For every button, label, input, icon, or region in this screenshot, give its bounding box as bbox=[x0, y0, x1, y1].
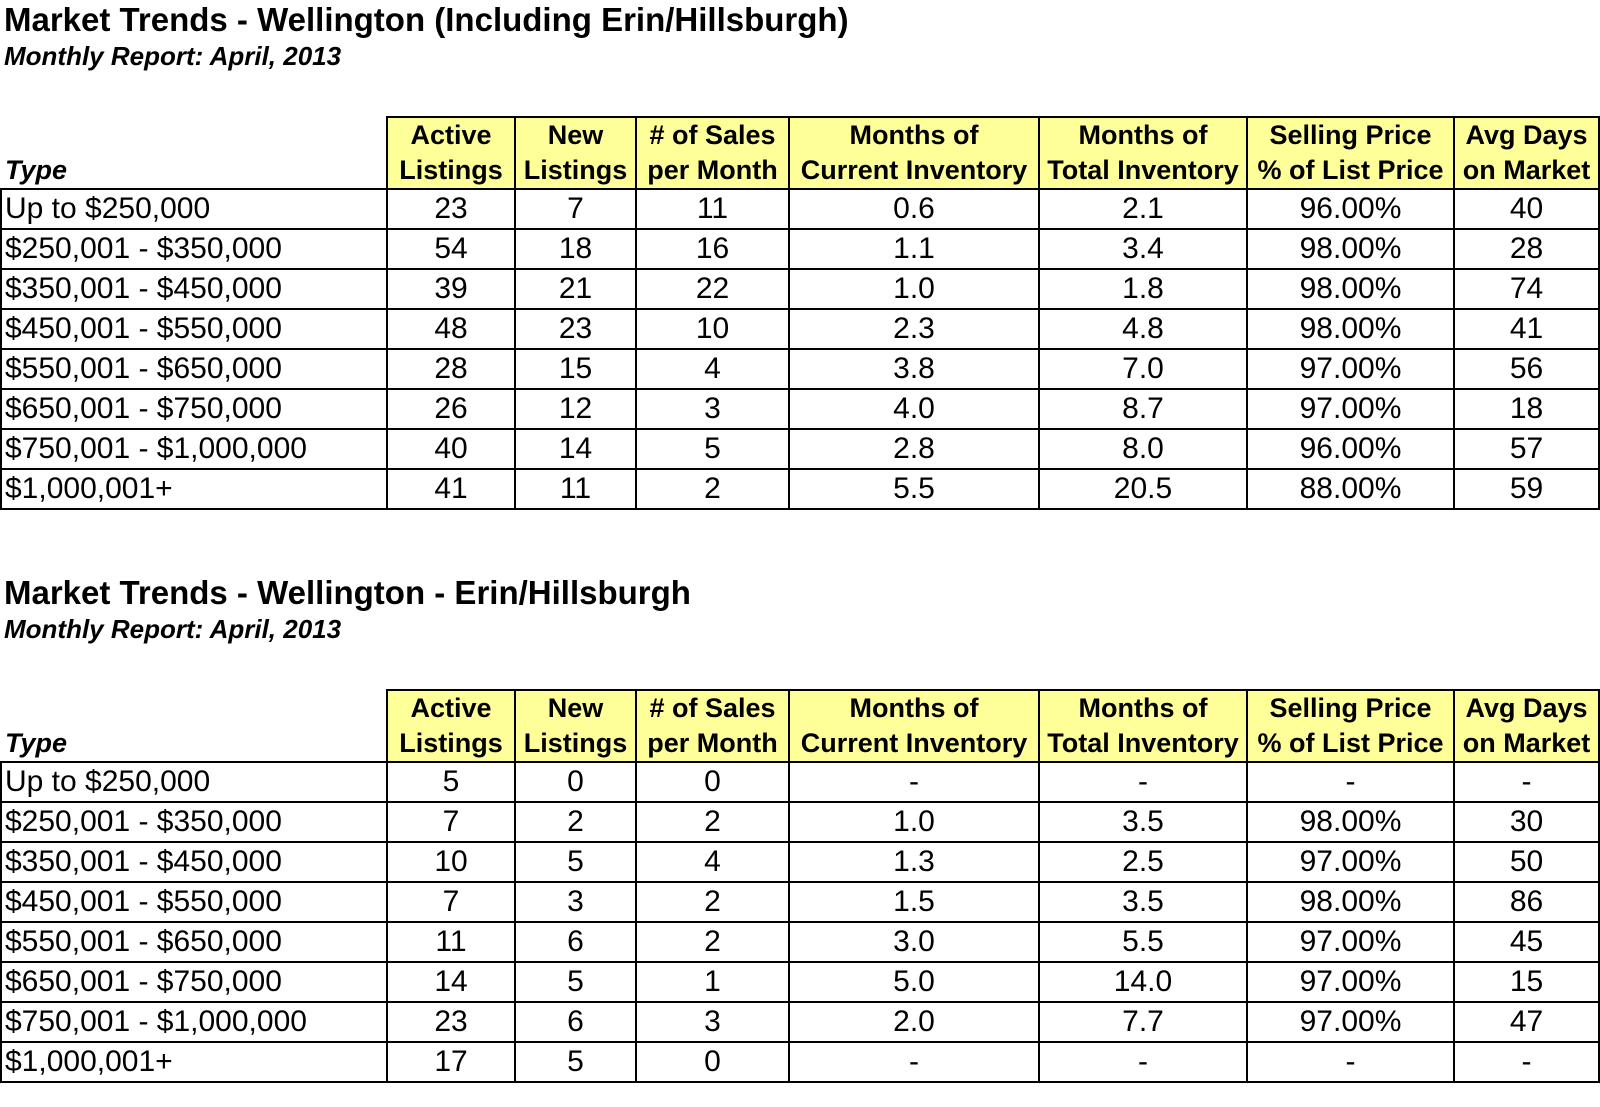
column-header bbox=[636, 117, 789, 189]
table-cell: 1.8 bbox=[1039, 269, 1247, 309]
column-header bbox=[1039, 117, 1247, 189]
table-cell: 97.00% bbox=[1247, 1002, 1454, 1042]
table-cell: 1.5 bbox=[789, 882, 1039, 922]
column-header-line: on Market bbox=[1462, 155, 1591, 185]
table-cell: 39 bbox=[387, 269, 515, 309]
report-subtitle: Monthly Report: April, 2013 bbox=[4, 41, 342, 71]
table-cell: 2.5 bbox=[1039, 842, 1247, 882]
table-cell: 86 bbox=[1454, 882, 1599, 922]
table-cell: 1.3 bbox=[789, 842, 1039, 882]
table-cell: 28 bbox=[387, 349, 515, 389]
column-header-line: Avg Days bbox=[1465, 120, 1588, 150]
table-cell: 56 bbox=[1454, 349, 1599, 389]
table-cell: - bbox=[1039, 1042, 1247, 1082]
table-cell: 5 bbox=[636, 429, 789, 469]
table-cell: 5 bbox=[515, 842, 636, 882]
column-header bbox=[387, 690, 515, 762]
table-cell: 15 bbox=[515, 349, 636, 389]
table-cell: 2.1 bbox=[1039, 189, 1247, 229]
table-cell: - bbox=[1454, 762, 1599, 802]
table-cell: 4 bbox=[636, 842, 789, 882]
table-cell: - bbox=[1039, 762, 1247, 802]
table-cell: 3 bbox=[636, 389, 789, 429]
report-wellington-all bbox=[0, 0, 1600, 505]
table-row bbox=[1, 1042, 1599, 1082]
table-cell: 21 bbox=[515, 269, 636, 309]
table-cell: 2.3 bbox=[789, 309, 1039, 349]
table-cell: 1.1 bbox=[789, 229, 1039, 269]
table-cell: 97.00% bbox=[1247, 389, 1454, 429]
table-cell: 2 bbox=[515, 802, 636, 842]
column-header-line: # of Sales bbox=[649, 120, 776, 150]
table-row bbox=[1, 309, 1599, 349]
table-row bbox=[1, 842, 1599, 882]
column-header-type: Type bbox=[1, 117, 387, 189]
table-cell: 96.00% bbox=[1247, 189, 1454, 229]
table-cell: 40 bbox=[1454, 189, 1599, 229]
table-cell: 97.00% bbox=[1247, 842, 1454, 882]
column-header bbox=[789, 117, 1039, 189]
table-row bbox=[1, 469, 1599, 509]
table-cell: 11 bbox=[515, 469, 636, 509]
table-cell: - bbox=[1247, 1042, 1454, 1082]
table-row bbox=[1, 389, 1599, 429]
table-cell: 5 bbox=[515, 1042, 636, 1082]
column-header-line: Active bbox=[410, 693, 492, 723]
column-header-line: New bbox=[547, 693, 604, 723]
table-cell: 14.0 bbox=[1039, 962, 1247, 1002]
table-cell: 20.5 bbox=[1039, 469, 1247, 509]
table-cell: 1.0 bbox=[789, 802, 1039, 842]
column-header-line: # of Sales bbox=[649, 693, 776, 723]
table-cell: 97.00% bbox=[1247, 922, 1454, 962]
table-cell: - bbox=[1454, 1042, 1599, 1082]
price-range-cell: $350,001 - $450,000 bbox=[1, 269, 387, 309]
table-cell: 3 bbox=[515, 882, 636, 922]
table-cell: 5 bbox=[387, 762, 515, 802]
table-cell: 7 bbox=[515, 189, 636, 229]
column-header bbox=[1247, 117, 1454, 189]
column-header bbox=[1039, 690, 1247, 762]
column-header-line: Listings bbox=[399, 155, 503, 185]
column-header-line: Current Inventory bbox=[800, 155, 1028, 185]
table-cell: 8.7 bbox=[1039, 389, 1247, 429]
table-cell: 3 bbox=[636, 1002, 789, 1042]
table-cell: 2 bbox=[636, 469, 789, 509]
table-row bbox=[1, 189, 1599, 229]
column-header-line: Listings bbox=[523, 155, 628, 185]
column-header-line: Months of bbox=[849, 120, 979, 150]
table-cell: 23 bbox=[387, 189, 515, 229]
price-range-cell: $250,001 - $350,000 bbox=[1, 229, 387, 269]
table-cell: 40 bbox=[387, 429, 515, 469]
column-header bbox=[1454, 117, 1599, 189]
table-row bbox=[1, 762, 1599, 802]
column-header-line: Months of bbox=[1078, 693, 1208, 723]
table-cell: 0 bbox=[636, 762, 789, 802]
table-row bbox=[1, 349, 1599, 389]
price-range-cell: $450,001 - $550,000 bbox=[1, 309, 387, 349]
column-header-line: Months of bbox=[849, 693, 979, 723]
table-cell: - bbox=[789, 1042, 1039, 1082]
table-row bbox=[1, 229, 1599, 269]
table-cell: 97.00% bbox=[1247, 962, 1454, 1002]
table-cell: 96.00% bbox=[1247, 429, 1454, 469]
table-cell: 17 bbox=[387, 1042, 515, 1082]
column-header-line: Total Inventory bbox=[1047, 728, 1239, 758]
column-header-line: Avg Days bbox=[1465, 693, 1588, 723]
table-header-row bbox=[1, 690, 1599, 762]
table-cell: 5.5 bbox=[789, 469, 1039, 509]
price-range-cell: $550,001 - $650,000 bbox=[1, 922, 387, 962]
table-cell: 54 bbox=[387, 229, 515, 269]
table-cell: 2 bbox=[636, 802, 789, 842]
column-header bbox=[387, 117, 515, 189]
table-cell: 14 bbox=[387, 962, 515, 1002]
table-cell: 74 bbox=[1454, 269, 1599, 309]
column-header bbox=[515, 117, 636, 189]
column-header-line: on Market bbox=[1462, 728, 1591, 758]
table-cell: 28 bbox=[1454, 229, 1599, 269]
table-cell: 5.5 bbox=[1039, 922, 1247, 962]
column-header-line: New bbox=[547, 120, 604, 150]
table-cell: 50 bbox=[1454, 842, 1599, 882]
table-row bbox=[1, 269, 1599, 309]
table-cell: 22 bbox=[636, 269, 789, 309]
column-header-line: % of List Price bbox=[1257, 728, 1444, 758]
column-header-line: Total Inventory bbox=[1047, 155, 1239, 185]
table-cell: 4.0 bbox=[789, 389, 1039, 429]
column-header-type: Type bbox=[1, 690, 387, 762]
table-cell: 4.8 bbox=[1039, 309, 1247, 349]
table-cell: 1 bbox=[636, 962, 789, 1002]
table-row bbox=[1, 429, 1599, 469]
report-subtitle: Monthly Report: April, 2013 bbox=[4, 614, 342, 644]
table-cell: 2 bbox=[636, 882, 789, 922]
table-cell: 14 bbox=[515, 429, 636, 469]
table-cell: 2.8 bbox=[789, 429, 1039, 469]
table-cell: 45 bbox=[1454, 922, 1599, 962]
table-cell: 30 bbox=[1454, 802, 1599, 842]
column-header-line: Listings bbox=[523, 728, 628, 758]
table-cell: 41 bbox=[1454, 309, 1599, 349]
table-cell: 2 bbox=[636, 922, 789, 962]
price-range-cell: $450,001 - $550,000 bbox=[1, 882, 387, 922]
table-cell: 11 bbox=[636, 189, 789, 229]
table-cell: - bbox=[789, 762, 1039, 802]
price-range-cell: $1,000,001+ bbox=[1, 1042, 387, 1082]
table-cell: 18 bbox=[515, 229, 636, 269]
column-header bbox=[1454, 690, 1599, 762]
table-cell: 2.0 bbox=[789, 1002, 1039, 1042]
table-cell: 47 bbox=[1454, 1002, 1599, 1042]
table-cell: 3.8 bbox=[789, 349, 1039, 389]
price-range-cell: $650,001 - $750,000 bbox=[1, 389, 387, 429]
column-header-line: Active bbox=[410, 120, 492, 150]
column-header bbox=[789, 690, 1039, 762]
price-range-cell: $750,001 - $1,000,000 bbox=[1, 1002, 387, 1042]
table-cell: 3.5 bbox=[1039, 802, 1247, 842]
column-header bbox=[515, 690, 636, 762]
table-cell: 3.5 bbox=[1039, 882, 1247, 922]
column-header-line: per Month bbox=[647, 728, 778, 758]
table-cell: 8.0 bbox=[1039, 429, 1247, 469]
table-cell: 57 bbox=[1454, 429, 1599, 469]
table-cell: 15 bbox=[1454, 962, 1599, 1002]
report-title: Market Trends - Wellington - Erin/Hillsburgh bbox=[4, 574, 691, 611]
table-cell: 98.00% bbox=[1247, 309, 1454, 349]
column-header-line: Selling Price bbox=[1269, 120, 1432, 150]
table-cell: 23 bbox=[387, 1002, 515, 1042]
price-range-cell: $1,000,001+ bbox=[1, 469, 387, 509]
market-trends-table bbox=[0, 116, 1600, 510]
column-header-line: Listings bbox=[399, 728, 503, 758]
price-range-cell: Up to $250,000 bbox=[1, 189, 387, 229]
table-cell: 7 bbox=[387, 802, 515, 842]
market-trends-table bbox=[0, 689, 1600, 1083]
column-header-line: % of List Price bbox=[1257, 155, 1444, 185]
table-cell: 23 bbox=[515, 309, 636, 349]
table-cell: 1.0 bbox=[789, 269, 1039, 309]
column-header bbox=[636, 690, 789, 762]
table-cell: 59 bbox=[1454, 469, 1599, 509]
table-cell: 5 bbox=[515, 962, 636, 1002]
report-erin-hillsburgh bbox=[0, 573, 1600, 1078]
table-row bbox=[1, 882, 1599, 922]
column-header-line: Selling Price bbox=[1269, 693, 1432, 723]
price-range-cell: $550,001 - $650,000 bbox=[1, 349, 387, 389]
price-range-cell: $250,001 - $350,000 bbox=[1, 802, 387, 842]
table-cell: 11 bbox=[387, 922, 515, 962]
table-cell: - bbox=[1247, 762, 1454, 802]
table-cell: 98.00% bbox=[1247, 269, 1454, 309]
table-header-row bbox=[1, 117, 1599, 189]
table-cell: 7.0 bbox=[1039, 349, 1247, 389]
table-cell: 0.6 bbox=[789, 189, 1039, 229]
column-header-line: Current Inventory bbox=[800, 728, 1028, 758]
table-cell: 5.0 bbox=[789, 962, 1039, 1002]
price-range-cell: $750,001 - $1,000,000 bbox=[1, 429, 387, 469]
column-header-line: per Month bbox=[647, 155, 778, 185]
table-cell: 7.7 bbox=[1039, 1002, 1247, 1042]
table-cell: 48 bbox=[387, 309, 515, 349]
table-cell: 26 bbox=[387, 389, 515, 429]
table-cell: 10 bbox=[636, 309, 789, 349]
table-cell: 3.4 bbox=[1039, 229, 1247, 269]
table-row bbox=[1, 1002, 1599, 1042]
table-cell: 41 bbox=[387, 469, 515, 509]
table-row bbox=[1, 922, 1599, 962]
table-cell: 4 bbox=[636, 349, 789, 389]
table-cell: 18 bbox=[1454, 389, 1599, 429]
table-cell: 98.00% bbox=[1247, 229, 1454, 269]
table-cell: 98.00% bbox=[1247, 882, 1454, 922]
table-row bbox=[1, 802, 1599, 842]
table-cell: 7 bbox=[387, 882, 515, 922]
table-cell: 6 bbox=[515, 922, 636, 962]
column-header-line: Months of bbox=[1078, 120, 1208, 150]
table-cell: 88.00% bbox=[1247, 469, 1454, 509]
table-cell: 3.0 bbox=[789, 922, 1039, 962]
column-header bbox=[1247, 690, 1454, 762]
table-cell: 0 bbox=[636, 1042, 789, 1082]
price-range-cell: $350,001 - $450,000 bbox=[1, 842, 387, 882]
table-cell: 98.00% bbox=[1247, 802, 1454, 842]
table-row bbox=[1, 962, 1599, 1002]
table-cell: 6 bbox=[515, 1002, 636, 1042]
table-cell: 10 bbox=[387, 842, 515, 882]
table-cell: 97.00% bbox=[1247, 349, 1454, 389]
table-cell: 12 bbox=[515, 389, 636, 429]
price-range-cell: $650,001 - $750,000 bbox=[1, 962, 387, 1002]
table-cell: 16 bbox=[636, 229, 789, 269]
table-cell: 0 bbox=[515, 762, 636, 802]
price-range-cell: Up to $250,000 bbox=[1, 762, 387, 802]
report-title: Market Trends - Wellington (Including Erin/Hillsburgh) bbox=[4, 1, 849, 38]
